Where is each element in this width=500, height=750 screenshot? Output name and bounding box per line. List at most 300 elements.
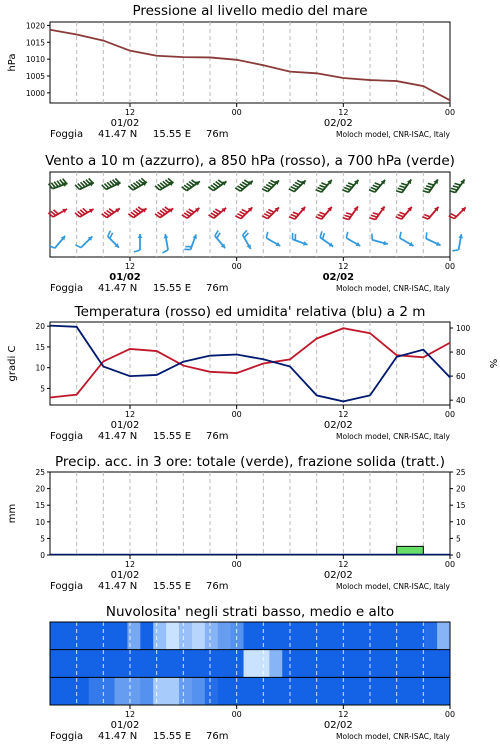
humidity-y-tick-label: 40 <box>456 396 466 406</box>
temperature-x-tick-label: 12 <box>338 410 349 419</box>
wind-barb-feather <box>399 186 405 188</box>
temperature-y-tick-label: 10 <box>35 363 45 373</box>
wind-x-tick-label: 12 <box>338 262 349 271</box>
precipitation-y-tick-label-right: 5 <box>456 534 461 544</box>
wind-barb-feather <box>422 217 428 219</box>
cloud-cell <box>205 677 218 705</box>
wind-barb-feather <box>189 209 194 212</box>
cloud-cell <box>166 650 179 678</box>
pressure-y-tick-label: 1005 <box>25 72 45 81</box>
precipitation-x-tick-label: 00 <box>444 560 456 569</box>
temperature-station-name: Foggia <box>50 431 84 442</box>
clouds-date-label: 02/02 <box>323 720 353 731</box>
wind-barb-feather <box>371 188 377 190</box>
wind-barb <box>320 231 333 246</box>
wind-barb <box>182 208 200 218</box>
cloud-cell <box>89 677 102 705</box>
cloud-cell <box>179 677 192 705</box>
wind-barb-feather <box>423 191 429 193</box>
pressure-x-tick-label: 00 <box>444 108 456 117</box>
cloud-cell <box>179 650 192 678</box>
wind-barb-feather <box>268 182 274 185</box>
wind-barb <box>75 208 94 217</box>
pressure-y-tick-label: 1015 <box>25 38 45 48</box>
cloud-cell <box>334 650 347 678</box>
wind-barb-feather <box>237 186 242 189</box>
wind-barb <box>452 234 463 251</box>
wind-barb <box>289 207 305 219</box>
humidity-y-tick-label: 100 <box>456 324 471 334</box>
temperature-longitude: 15.55 E <box>153 431 192 442</box>
wind-barb-feather <box>451 214 457 217</box>
wind-barb <box>343 206 358 219</box>
temperature-model-credit: Moloch model, CNR-ISAC, Italy <box>336 432 450 441</box>
wind-elevation: 76m <box>206 283 229 294</box>
wind-barb-feather <box>262 189 268 192</box>
wind-barb-feather <box>455 183 461 185</box>
wind-barb <box>449 179 464 192</box>
cloud-cell <box>115 650 128 678</box>
clouds-date-label: 01/02 <box>110 720 140 731</box>
cloud-cell <box>231 650 244 678</box>
wind-barb <box>292 233 307 246</box>
precipitation-y-tick-label: 10 <box>35 517 45 527</box>
wind-barb-feather <box>186 211 191 214</box>
wind-barb <box>372 234 388 246</box>
cloud-cell <box>321 650 334 678</box>
wind-barb-feather <box>348 183 354 185</box>
wind-barb <box>155 207 173 218</box>
temperature-x-tick-label: 12 <box>124 410 136 419</box>
precipitation-panel <box>7 454 466 592</box>
pressure-y-tick-label: 1010 <box>25 55 45 65</box>
temperature-series-line <box>50 328 450 397</box>
wind-latitude: 41.47 N <box>98 283 138 294</box>
wind-barb-feather <box>240 184 245 187</box>
cloud-cell <box>153 622 166 650</box>
wind-panel <box>45 153 466 294</box>
temperature-y-tick-label: 20 <box>35 322 45 332</box>
clouds-latitude: 41.47 N <box>98 731 138 742</box>
wind-barb <box>266 232 280 246</box>
wind-barb <box>369 206 384 219</box>
wind-barb <box>422 207 438 219</box>
wind-barb <box>346 232 360 246</box>
cloud-cell <box>127 650 140 678</box>
wind-barb-feather <box>108 231 111 237</box>
clouds-x-tick-label: 00 <box>231 710 242 719</box>
cloud-cell <box>166 622 179 650</box>
wind-barb-feather <box>399 212 405 214</box>
cloud-cell <box>76 677 89 705</box>
temperature-date-label: 01/02 <box>110 420 140 431</box>
precipitation-y-tick-label: 5 <box>40 534 45 544</box>
cloud-cell <box>244 677 257 705</box>
wind-barb-feather <box>134 250 140 252</box>
wind-barb-feather <box>373 185 379 187</box>
cloud-cell <box>76 650 89 678</box>
wind-longitude: 15.55 E <box>153 283 192 294</box>
cloud-cell <box>63 650 76 678</box>
wind-barb-feather <box>400 232 401 238</box>
cloud-cell <box>205 650 218 678</box>
wind-barb-feather <box>293 212 299 214</box>
wind-barb <box>243 230 251 249</box>
wind-barb-feather <box>371 215 377 217</box>
cloud-cell <box>140 650 153 678</box>
wind-barb <box>49 179 68 189</box>
cloud-cell <box>50 650 63 678</box>
wind-barb-feather <box>291 215 297 217</box>
wind-barb-feather <box>211 213 216 216</box>
cloud-cell <box>282 677 295 705</box>
temperature-title: Temperatura (rosso) ed umidita' relativa (blu) a 2 m <box>74 304 426 320</box>
wind-barb <box>182 180 200 191</box>
wind-barb-feather <box>396 217 402 219</box>
wind-barb-feather <box>342 190 348 192</box>
temperature-panel <box>7 304 498 442</box>
cloud-cell <box>437 677 450 705</box>
clouds-elevation: 76m <box>206 731 229 742</box>
cloud-cell <box>89 650 102 678</box>
cloud-cell <box>218 677 231 705</box>
cloud-cell <box>231 622 244 650</box>
cloud-cell <box>115 622 128 650</box>
cloud-cell <box>360 622 373 650</box>
wind-station-name: Foggia <box>50 283 84 294</box>
cloud-cell <box>360 650 373 678</box>
clouds-title: Nuvolosita' negli strati basso, medio e alto <box>105 604 395 620</box>
cloud-cell <box>205 622 218 650</box>
clouds-station-name: Foggia <box>50 731 84 742</box>
clouds-x-tick-label: 12 <box>338 710 349 719</box>
wind-barb-feather <box>320 231 322 237</box>
cloud-cell <box>308 677 321 705</box>
precipitation-longitude: 15.55 E <box>153 581 192 592</box>
temperature-frame <box>50 322 450 405</box>
cloud-cell <box>192 622 205 650</box>
wind-barb-feather <box>266 212 272 215</box>
wind-barb-feather <box>344 188 350 190</box>
wind-barb-feather <box>346 185 352 187</box>
humidity-y-tick-label: 80 <box>456 348 466 358</box>
cloud-cell <box>295 677 308 705</box>
wind-barb <box>289 180 306 191</box>
cloud-cell <box>321 677 334 705</box>
wind-barb-feather <box>318 188 324 190</box>
wind-model-credit: Moloch model, CNR-ISAC, Italy <box>336 284 450 293</box>
cloud-cell <box>218 650 231 678</box>
cloud-cell <box>50 677 63 705</box>
cloud-cell <box>127 677 140 705</box>
wind-barb-feather <box>398 188 404 190</box>
pressure-x-tick-label: 12 <box>124 108 136 117</box>
wind-x-tick-label: 12 <box>124 262 136 271</box>
wind-barb <box>75 236 92 247</box>
wind-barb-feather <box>318 215 324 217</box>
cloud-cell <box>282 650 295 678</box>
wind-barb <box>108 231 119 248</box>
cloud-cell <box>140 677 153 705</box>
temperature-latitude: 41.47 N <box>98 431 138 442</box>
wind-barb-feather <box>373 213 379 215</box>
wind-title: Vento a 10 m (azzurro), a 850 hPa (rosso), a 700 hPa (verde) <box>45 153 455 169</box>
cloud-cell <box>295 622 308 650</box>
cloud-cell <box>308 650 321 678</box>
temperature-y-tick-label: 15 <box>35 342 45 352</box>
cloud-cell <box>282 622 295 650</box>
wind-barb-feather <box>75 245 81 248</box>
wind-barb <box>215 230 225 248</box>
wind-barb-feather <box>235 188 240 191</box>
precipitation-y-tick-label: 15 <box>35 501 45 511</box>
wind-barb-feather <box>453 186 459 188</box>
wind-barb-feather <box>424 215 430 217</box>
cloud-cell <box>411 650 424 678</box>
wind-barb <box>316 207 332 219</box>
wind-barb-feather <box>369 218 375 220</box>
precipitation-elevation: 76m <box>206 581 229 592</box>
wind-barb <box>396 207 412 219</box>
pressure-y-tick-label: 1000 <box>25 88 45 98</box>
cloud-cell <box>179 622 192 650</box>
precipitation-y-tick-label: 20 <box>35 484 45 494</box>
clouds-x-tick-label: 00 <box>444 710 456 719</box>
precipitation-y-axis-label: mm <box>7 503 18 524</box>
cloud-cell <box>321 622 334 650</box>
wind-barb-feather <box>289 217 295 219</box>
temperature-elevation: 76m <box>206 431 229 442</box>
wind-barb <box>400 232 414 246</box>
cloud-cell <box>347 650 360 678</box>
cloud-cell <box>295 650 308 678</box>
pressure-model-credit: Moloch model, CNR-ISAC, Italy <box>336 130 450 139</box>
cloud-cell <box>115 677 128 705</box>
clouds-panel <box>50 604 455 742</box>
wind-barb-feather <box>289 189 295 192</box>
wind-barb-feather <box>182 215 187 218</box>
temperature-y-tick-label: 5 <box>40 384 45 394</box>
cloud-cell <box>140 622 153 650</box>
wind-barb <box>423 179 438 192</box>
cloud-cell <box>347 622 360 650</box>
cloud-cell <box>269 677 282 705</box>
cloud-cell <box>373 677 386 705</box>
wind-barb-feather <box>344 215 350 217</box>
cloud-cell <box>308 622 321 650</box>
wind-barb-feather <box>295 182 301 185</box>
wind-barb <box>235 180 253 191</box>
wind-barb-feather <box>321 183 327 185</box>
wind-barb-feather <box>217 233 220 238</box>
cloud-cell <box>347 677 360 705</box>
wind-barb <box>396 179 411 192</box>
wind-barb <box>128 178 147 190</box>
wind-barb <box>155 178 174 190</box>
cloud-cell <box>192 650 205 678</box>
wind-barb-feather <box>452 250 458 251</box>
wind-barb-feather <box>428 183 434 185</box>
wind-barb-feather <box>264 187 270 190</box>
precipitation-y-tick-label-right: 20 <box>456 484 466 494</box>
precipitation-x-tick-label: 12 <box>124 560 136 569</box>
wind-barb <box>134 234 142 252</box>
clouds-longitude: 15.55 E <box>153 731 192 742</box>
wind-barb-feather <box>426 186 432 188</box>
precipitation-title: Precip. acc. in 3 ore: totale (verde), frazione solida (tratt.) <box>55 454 445 470</box>
wind-barb-feather <box>208 215 213 218</box>
precipitation-y-tick-label-right: 0 <box>456 551 461 560</box>
wind-barb-feather <box>398 215 404 217</box>
cloud-cell <box>166 677 179 705</box>
wind-barb <box>262 180 279 191</box>
cloud-cell <box>334 622 347 650</box>
cloud-cell <box>50 622 63 650</box>
wind-barb-feather <box>184 213 189 216</box>
wind-barb-feather <box>291 187 297 190</box>
wind-barb-feather <box>266 185 272 188</box>
pressure-y-tick-label: 1020 <box>25 21 45 31</box>
temperature-x-tick-label: 00 <box>444 410 456 419</box>
wind-barb-head <box>138 234 143 238</box>
cloud-cell <box>244 650 257 678</box>
wind-x-tick-label: 00 <box>444 262 456 271</box>
wind-barb-feather <box>346 232 347 238</box>
wind-barb-feather <box>162 250 168 253</box>
wind-barb <box>102 178 121 189</box>
precipitation-x-tick-label: 00 <box>231 560 242 569</box>
clouds-x-tick-label: 12 <box>124 710 136 719</box>
wind-barb <box>342 180 358 192</box>
pressure-x-tick-label: 00 <box>231 108 242 117</box>
wind-barb <box>316 180 332 192</box>
wind-barb <box>426 232 441 246</box>
wind-barb-feather <box>240 212 246 215</box>
cloud-cell <box>334 677 347 705</box>
precipitation-model-credit: Moloch model, CNR-ISAC, Italy <box>336 582 450 591</box>
wind-barb <box>102 208 120 217</box>
wind-barb-feather <box>319 185 325 187</box>
wind-barb-feather <box>424 188 430 190</box>
wind-barb-feather <box>426 232 427 238</box>
cloud-cell <box>127 622 140 650</box>
precipitation-date-label: 02/02 <box>323 570 353 581</box>
wind-date-label: 01/02 <box>109 272 141 283</box>
precipitation-y-tick-label-right: 25 <box>456 468 466 477</box>
precipitation-latitude: 41.47 N <box>98 581 138 592</box>
wind-barb-feather <box>396 191 402 193</box>
precipitation-y-tick-label-right: 15 <box>456 501 466 511</box>
cloud-cell <box>63 677 76 705</box>
clouds-model-credit: Moloch model, CNR-ISAC, Italy <box>336 732 450 741</box>
wind-barb <box>128 207 146 218</box>
wind-barb <box>49 236 65 248</box>
wind-barb-feather <box>242 182 247 185</box>
wind-barb <box>208 180 226 191</box>
wind-barb <box>208 208 226 218</box>
cloud-cell <box>424 650 437 678</box>
pressure-y-axis-label: hPa <box>7 53 18 72</box>
wind-barb-feather <box>242 209 248 212</box>
precipitation-station-name: Foggia <box>50 581 84 592</box>
cloud-cell <box>373 650 386 678</box>
cloud-cell <box>269 650 282 678</box>
cloud-cell <box>360 677 373 705</box>
cloud-cell <box>437 650 450 678</box>
pressure-x-tick-label: 12 <box>338 108 349 117</box>
wind-barb <box>48 209 67 217</box>
cloud-cell <box>398 677 411 705</box>
precipitation-bar <box>397 546 424 555</box>
wind-barb-feather <box>401 183 407 185</box>
cloud-cell <box>269 622 282 650</box>
wind-barb-feather <box>323 233 325 239</box>
wind-barb-feather <box>215 209 220 212</box>
precipitation-y-tick-label-right: 10 <box>456 517 466 527</box>
cloud-cell <box>153 677 166 705</box>
pressure-longitude: 15.55 E <box>153 129 192 140</box>
wind-barb-feather <box>319 212 325 214</box>
wind-barb-feather <box>316 190 322 192</box>
cloud-cell <box>398 622 411 650</box>
precipitation-x-tick-label: 12 <box>338 560 349 569</box>
temperature-date-label: 02/02 <box>323 420 353 431</box>
humidity-series-line <box>50 326 450 402</box>
pressure-series-line <box>50 30 450 101</box>
wind-x-tick-label: 00 <box>231 262 242 271</box>
wind-barb-feather <box>293 185 299 188</box>
cloud-cell <box>373 622 386 650</box>
wind-barb-feather <box>316 217 322 219</box>
temperature-y-axis-label: gradi C <box>7 345 18 382</box>
precipitation-date-label: 01/02 <box>110 570 140 581</box>
wind-barb-feather <box>266 232 267 238</box>
wind-barb <box>262 207 279 218</box>
wind-date-label: 02/02 <box>322 272 355 283</box>
wind-barb <box>184 234 197 249</box>
wind-barb <box>449 207 466 218</box>
cloud-cell <box>76 622 89 650</box>
wind-barb-feather <box>375 183 381 185</box>
wind-barb <box>162 234 168 253</box>
humidity-y-axis-label: % <box>487 358 498 369</box>
cloud-cell <box>89 622 102 650</box>
cloud-cell <box>63 622 76 650</box>
cloud-cell <box>424 677 437 705</box>
cloud-cell <box>398 650 411 678</box>
wind-barb-feather <box>343 218 349 220</box>
temperature-x-tick-label: 00 <box>231 410 242 419</box>
wind-barb-feather <box>215 230 218 235</box>
cloud-cell <box>192 677 205 705</box>
cloud-cell <box>411 677 424 705</box>
wind-barb-feather <box>369 190 375 192</box>
pressure-elevation: 76m <box>206 129 229 140</box>
pressure-date-label: 02/02 <box>323 118 353 129</box>
cloud-cell <box>424 622 437 650</box>
wind-barb <box>75 178 94 189</box>
precipitation-y-tick-label: 0 <box>40 551 45 560</box>
humidity-y-tick-label: 60 <box>456 372 466 382</box>
cloud-cell <box>437 622 450 650</box>
precipitation-frame <box>50 472 450 555</box>
wind-barb <box>369 180 385 192</box>
pressure-title: Pressione al livello medio del mare <box>132 3 368 19</box>
wind-barb-feather <box>451 188 457 190</box>
wind-barb-feather <box>237 214 243 217</box>
pressure-panel <box>7 3 455 140</box>
wind-barb-feather <box>110 233 113 239</box>
